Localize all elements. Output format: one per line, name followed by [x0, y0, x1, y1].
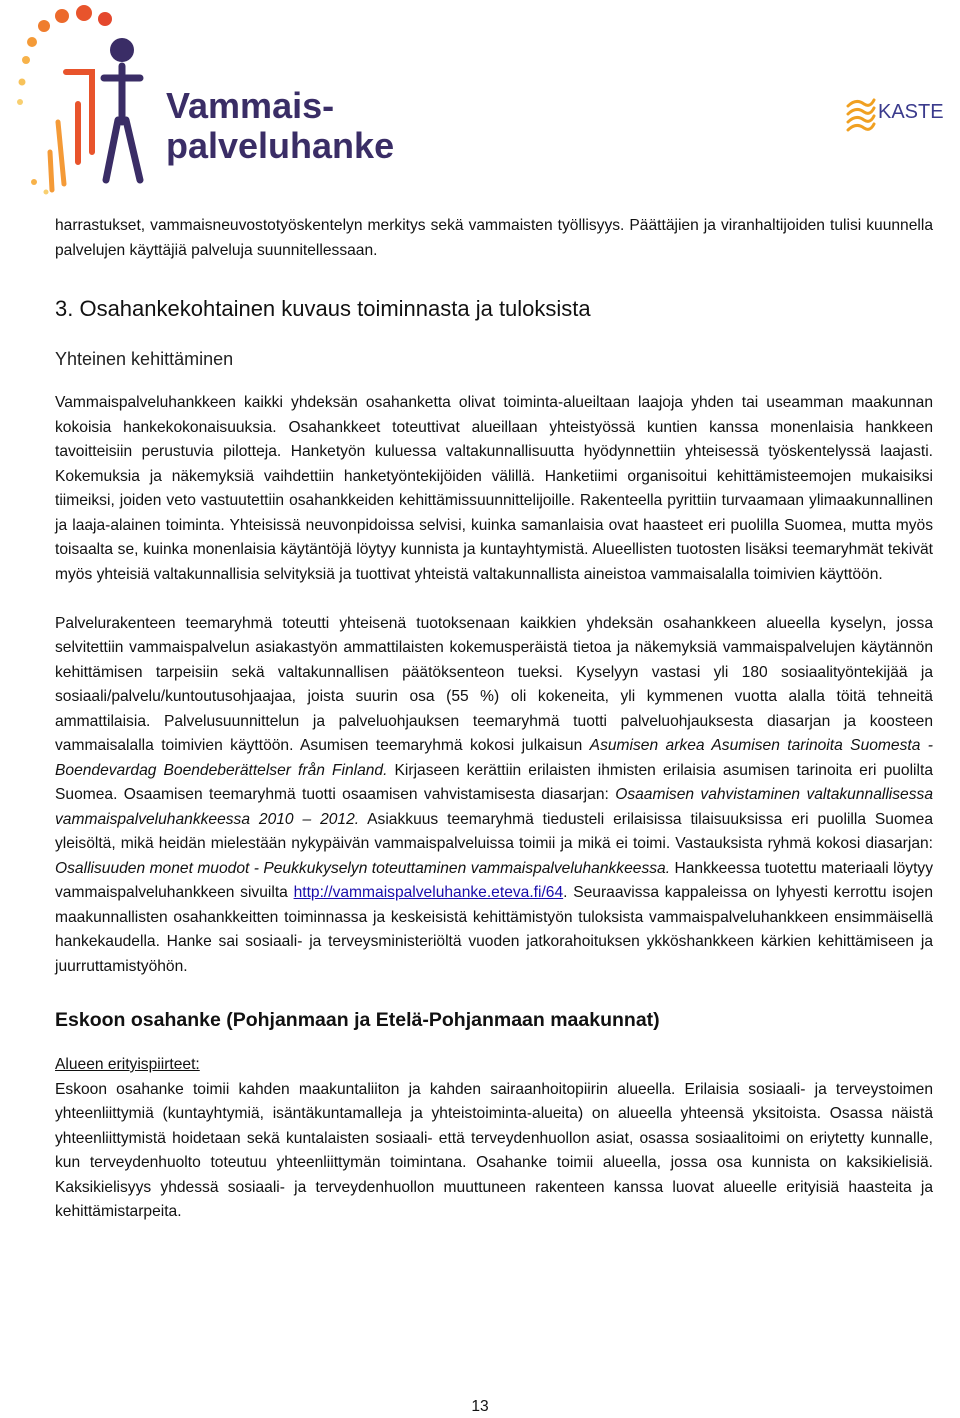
page-content	[55, 214, 933, 1225]
page-number: 13	[471, 1398, 489, 1415]
materials-link[interactable]: http://vammaispalveluhanke.eteva.fi/64	[293, 884, 564, 901]
publication-title: Osallisuuden monet muodot - Peukkukyselyn toteuttaminen vammaispalveluhankkeessa.	[55, 859, 671, 877]
logo-line2: palveluhanke	[166, 125, 395, 166]
paragraph-teemaryhmat	[55, 612, 933, 980]
kaste-logo	[846, 92, 958, 139]
logo-line1: Vammais-	[166, 85, 335, 126]
text-segment: Kirjaseen kerättiin erilaisten ihmisten erilaisia asumisen tarinoita eri puolilta Suomea. Osaamisen teemaryhmä tuotti osaamisen vahvistamisesta diasarjan:	[55, 761, 933, 803]
kaste-text: KASTE	[878, 101, 944, 123]
text-segment: Asiakkuus teemaryhmä tiedusteli erilaisissa tilaisuuksissa eri puolilla Suomea yleisöltä, mikä heidän mielestään nykypäivän vammaispalveluissa toimii ja mikä ei toimi. Vastauksista ryhmä kokosi diasarjan:	[55, 810, 933, 852]
section-heading: 3. Osahankekohtainen kuvaus toiminnasta ja tuloksista	[55, 296, 591, 321]
logo-figure-icon	[17, 5, 140, 195]
eskoo-label: Alueen erityispiirteet:	[55, 1056, 200, 1073]
kaste-wave-icon	[848, 100, 874, 130]
paragraph-yhteinen: Vammaispalveluhankkeen kaikki yhdeksän osahanketta olivat toiminta-alueiltaan laajoja yhden tai useamman maakunnan kokoisia hankekokonaisuuksia. Osahankkeet toteuttivat alueillaan yhteistyössä kuntien kanssa monenlaisia hankkeen tavoitteisiin perustuvia pilotteja. Hanketyön kuluessa valtakunnallisuutta hyödynnettiin yhteisessä työskentelyssä laajasti. Kokemuksia ja näkemyksiä vaihdettiin hanketyöntekijöiden välillä. Hanketiimi organisoitui kehittämisteemojen mukaisiksi tiimeiksi, joiden veto vastuutettiin osahankkeiden kehittämissuunnittelijoille. Rakenteella pyrittiin turvaamaan ylimaakunnallinen ja laaja-alainen toiminta. Yhteisissä neuvonpidoissa selvisi, kuinka samanlaisia ovat haasteet eri puolilla Suomea, mutta myös toisaalta se, kuinka monenlaisia käytäntöjä löytyy kunnista ja kuntayhtymistä. Alueellisten tuotosten lisäksi teemaryhmät tekivät myös yhteisiä valtakunnallisia selvityksiä ja tuottivat yhteistä valtakunnallista aineistoa vammaisalalla toimivien käyttöön.	[55, 394, 933, 583]
publication-title: Osaamisen vahvistaminen valtakunnallisessa vammaispalveluhankkeessa 2010 – 2012.	[55, 786, 933, 828]
text-segment: . Seuraavissa kappaleissa on lyhyesti kerrottu isojen maakunnallisten osahankkeitten toiminnassa ja keskeisistä kehittämistyön tuloksista vammaispalveluhankkeen ensimmäisellä hankekaudella. Hanke sai sosiaali- ja terveysministeriöltä vuoden jatkorahoituksen ykköshankkeen kärkien kehittämiseen ja juurruttamistyöhön.	[55, 884, 933, 975]
text-segment: Palvelurakenteen teemaryhmä toteutti yhteisenä tuotoksenaan kaikkien yhdeksän osahankkeen alueella kyselyn, jossa selvitettiin vammaispalvelun asiakastyön ammattilaisten kokemusperäistä tietoa ja näkemyksiä vammaispalvelujen käytännön kehittämisen tarpeisiin sekä valtakunnallisen päätöksenteon tueksi. Kyselyyn vastasi yli 180 sosiaalityöntekijää ja sosiaali/palvelu/kuntoutusohjaajaa, joista suurin osa (55 %) oli kokeneita, yli kymmenen vuotta alalla töitä tehneitä ammattilaisia. Palvelusuunnittelun ja palveluohjauksen teemaryhmä tuotti palveluohjauksesta diasarjan ja koosteen vammaisalalla toimivien käyttöön. Asumisen teemaryhmä kokosi julkaisun	[55, 614, 933, 754]
eskoo-paragraph: Eskoon osahanke toimii kahden maakuntaliiton ja kahden sairaanhoitopiirin alueella. Erilaisia sosiaali- ja terveystoimen yhteenliittymiä (kuntayhtymiä, isäntäkuntamalleja ja yhteistoiminta-alueita) on alueella yhteensä yksitoista. Osassa näistä yhteenliittymistä hoidetaan sekä kuntalaisten sosiaali- että terveydenhuollon asiat, osassa sosiaalitoimi on eriytetty kunnalle, kun terveydenhuolto toteutuu yhteenliittymän toimintana. Osahanke toimii alueella, jossa osa kunnista on kaksikielisiä. Kaksikielisyys yhdessä sosiaali- ja terveydenhuollon muuttuneen rakenteen kanssa luovat alueelle erityisiä haasteita ja kehittämistarpeita.	[55, 1080, 933, 1220]
text-segment: Hankkeessa tuotettu materiaali löytyy vammaispalveluhankkeen sivuilta	[55, 859, 933, 901]
subsection-heading: Yhteinen kehittäminen	[55, 349, 234, 369]
eskoo-heading: Eskoon osahanke (Pohjanmaan ja Etelä-Pohjanmaan maakunnat)	[55, 1009, 660, 1031]
vammaispalveluhanke-logo	[6, 2, 406, 203]
intro-paragraph: harrastukset, vammaisneuvostotyöskentelyn merkitys sekä vammaisten työllisyys. Päättäjien ja viranhaltijoiden tulisi kuunnella palvelujen käyttäjiä palveluja suunnitellessaan.	[55, 217, 933, 259]
publication-title: Asumisen arkea Asumisen tarinoita Suomesta - Boendevardag Boendeberättelser från Finland.	[55, 737, 933, 779]
